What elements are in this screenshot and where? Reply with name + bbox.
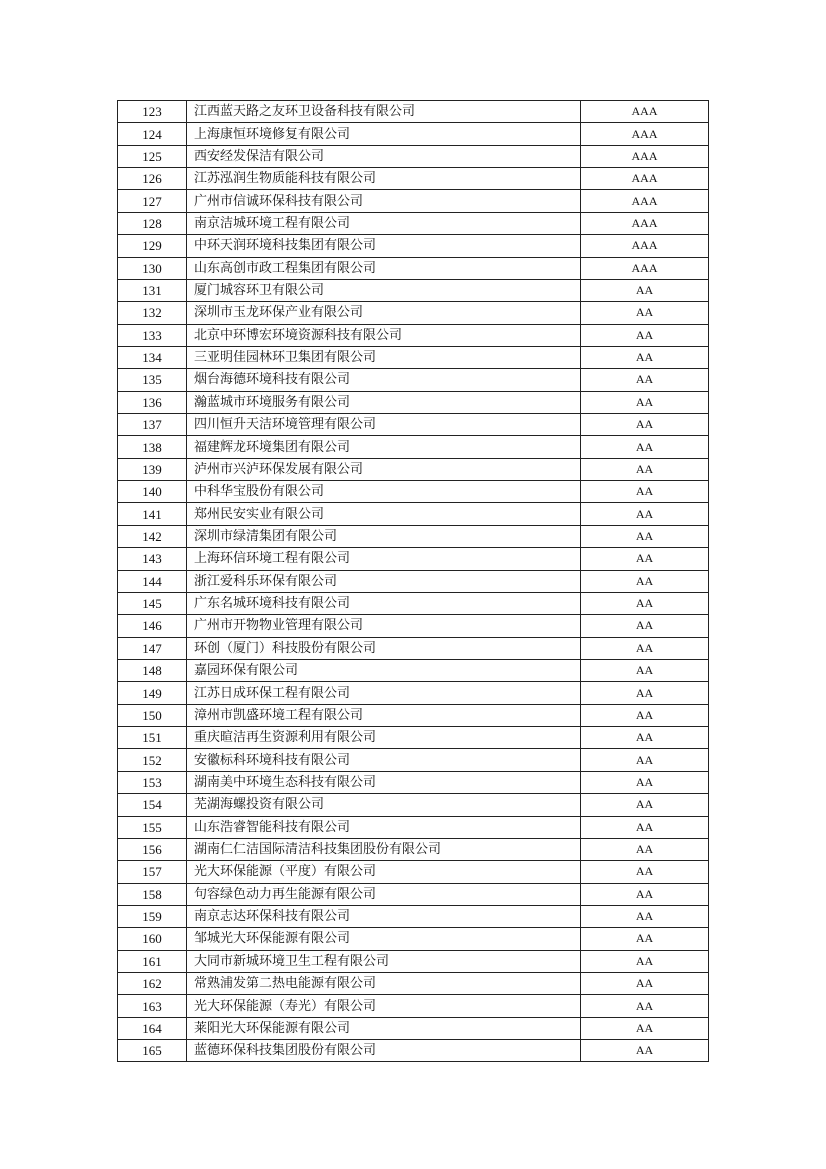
company-name: 光大环保能源（平度）有限公司 — [187, 861, 581, 883]
table-row — [118, 704, 709, 726]
company-name: 广东名城环境科技有限公司 — [187, 592, 581, 614]
company-name: 浙江爱科乐环保有限公司 — [187, 570, 581, 592]
row-number: 137 — [118, 414, 187, 436]
credit-rating: AA — [581, 794, 709, 816]
row-number: 158 — [118, 883, 187, 905]
table-row — [118, 838, 709, 860]
company-name: 烟台海德环境科技有限公司 — [187, 369, 581, 391]
credit-rating: AA — [581, 1040, 709, 1062]
row-number: 139 — [118, 458, 187, 480]
table-row — [118, 883, 709, 905]
table-row — [118, 794, 709, 816]
row-number: 150 — [118, 704, 187, 726]
company-name: 深圳市玉龙环保产业有限公司 — [187, 302, 581, 324]
row-number: 131 — [118, 279, 187, 301]
company-name: 山东高创市政工程集团有限公司 — [187, 257, 581, 279]
company-name: 环创（厦门）科技股份有限公司 — [187, 637, 581, 659]
row-number: 154 — [118, 794, 187, 816]
table-row — [118, 950, 709, 972]
credit-rating: AA — [581, 659, 709, 681]
table-row — [118, 525, 709, 547]
row-number: 156 — [118, 838, 187, 860]
table-row — [118, 190, 709, 212]
table-row — [118, 302, 709, 324]
credit-rating: AA — [581, 458, 709, 480]
credit-rating: AA — [581, 1017, 709, 1039]
company-name: 郑州民安实业有限公司 — [187, 503, 581, 525]
credit-rating: AA — [581, 995, 709, 1017]
credit-rating: AA — [581, 391, 709, 413]
company-name: 嘉园环保有限公司 — [187, 659, 581, 681]
row-number: 143 — [118, 548, 187, 570]
row-number: 149 — [118, 682, 187, 704]
row-number: 152 — [118, 749, 187, 771]
credit-rating: AAA — [581, 101, 709, 123]
table-row — [118, 391, 709, 413]
table-row — [118, 905, 709, 927]
table-row — [118, 101, 709, 123]
credit-rating: AAA — [581, 123, 709, 145]
company-name: 福建辉龙环境集团有限公司 — [187, 436, 581, 458]
company-name: 芜湖海螺投资有限公司 — [187, 794, 581, 816]
credit-rating: AA — [581, 771, 709, 793]
table-row — [118, 1017, 709, 1039]
table-row — [118, 749, 709, 771]
table-row — [118, 458, 709, 480]
company-name: 上海环信环境工程有限公司 — [187, 548, 581, 570]
credit-rating: AA — [581, 838, 709, 860]
row-number: 155 — [118, 816, 187, 838]
credit-rating: AA — [581, 570, 709, 592]
row-number: 164 — [118, 1017, 187, 1039]
credit-rating: AA — [581, 324, 709, 346]
credit-rating: AAA — [581, 235, 709, 257]
company-name: 泸州市兴泸环保发展有限公司 — [187, 458, 581, 480]
credit-rating: AAA — [581, 212, 709, 234]
row-number: 130 — [118, 257, 187, 279]
credit-rating: AA — [581, 481, 709, 503]
credit-rating: AA — [581, 503, 709, 525]
credit-rating: AA — [581, 749, 709, 771]
company-name: 厦门城容环卫有限公司 — [187, 279, 581, 301]
credit-rating: AA — [581, 369, 709, 391]
credit-rating: AA — [581, 950, 709, 972]
company-name: 安徽标科环境科技有限公司 — [187, 749, 581, 771]
row-number: 153 — [118, 771, 187, 793]
company-name: 南京洁城环境工程有限公司 — [187, 212, 581, 234]
row-number: 125 — [118, 145, 187, 167]
table-row — [118, 771, 709, 793]
row-number: 145 — [118, 592, 187, 614]
row-number: 128 — [118, 212, 187, 234]
company-name: 广州市开物物业管理有限公司 — [187, 615, 581, 637]
table-row — [118, 570, 709, 592]
row-number: 124 — [118, 123, 187, 145]
table-row — [118, 861, 709, 883]
table-row — [118, 436, 709, 458]
company-name: 湖南仁仁洁国际清洁科技集团股份有限公司 — [187, 838, 581, 860]
row-number: 126 — [118, 168, 187, 190]
row-number: 147 — [118, 637, 187, 659]
table-row — [118, 973, 709, 995]
credit-rating: AA — [581, 861, 709, 883]
credit-rating: AA — [581, 727, 709, 749]
row-number: 163 — [118, 995, 187, 1017]
company-name: 漳州市凯盛环境工程有限公司 — [187, 704, 581, 726]
table-row — [118, 481, 709, 503]
credit-rating: AAA — [581, 168, 709, 190]
credit-rating: AA — [581, 436, 709, 458]
company-name: 上海康恒环境修复有限公司 — [187, 123, 581, 145]
table-row — [118, 816, 709, 838]
row-number: 140 — [118, 481, 187, 503]
company-name: 江苏泓润生物质能科技有限公司 — [187, 168, 581, 190]
company-name: 光大环保能源（寿光）有限公司 — [187, 995, 581, 1017]
table-row — [118, 235, 709, 257]
credit-rating: AAA — [581, 190, 709, 212]
table-row — [118, 212, 709, 234]
company-name: 邹城光大环保能源有限公司 — [187, 928, 581, 950]
credit-rating: AA — [581, 592, 709, 614]
table-row — [118, 324, 709, 346]
credit-rating: AA — [581, 414, 709, 436]
row-number: 146 — [118, 615, 187, 637]
credit-rating: AAA — [581, 257, 709, 279]
company-name: 瀚蓝城市环境服务有限公司 — [187, 391, 581, 413]
row-number: 127 — [118, 190, 187, 212]
credit-rating: AA — [581, 973, 709, 995]
row-number: 161 — [118, 950, 187, 972]
company-name: 大同市新城环境卫生工程有限公司 — [187, 950, 581, 972]
company-name: 湖南美中环境生态科技有限公司 — [187, 771, 581, 793]
credit-rating: AA — [581, 816, 709, 838]
credit-rating: AA — [581, 704, 709, 726]
credit-rating: AA — [581, 615, 709, 637]
table-row — [118, 659, 709, 681]
company-name: 中科华宝股份有限公司 — [187, 481, 581, 503]
table-row — [118, 727, 709, 749]
row-number: 144 — [118, 570, 187, 592]
row-number: 123 — [118, 101, 187, 123]
table-row — [118, 414, 709, 436]
table-row — [118, 123, 709, 145]
row-number: 138 — [118, 436, 187, 458]
company-name: 山东浩睿智能科技有限公司 — [187, 816, 581, 838]
row-number: 157 — [118, 861, 187, 883]
credit-rating: AA — [581, 346, 709, 368]
row-number: 132 — [118, 302, 187, 324]
row-number: 134 — [118, 346, 187, 368]
table-body — [118, 101, 709, 1062]
company-name: 南京志达环保科技有限公司 — [187, 905, 581, 927]
table-row — [118, 503, 709, 525]
table-row — [118, 592, 709, 614]
company-name: 西安经发保洁有限公司 — [187, 145, 581, 167]
credit-rating: AA — [581, 525, 709, 547]
table-row — [118, 637, 709, 659]
row-number: 136 — [118, 391, 187, 413]
table-row — [118, 257, 709, 279]
company-name: 句容绿色动力再生能源有限公司 — [187, 883, 581, 905]
credit-rating: AA — [581, 548, 709, 570]
row-number: 165 — [118, 1040, 187, 1062]
row-number: 151 — [118, 727, 187, 749]
credit-rating: AA — [581, 279, 709, 301]
company-name: 北京中环博宏环境资源科技有限公司 — [187, 324, 581, 346]
company-name: 常熟浦发第二热电能源有限公司 — [187, 973, 581, 995]
table-row — [118, 682, 709, 704]
company-name: 江西蓝天路之友环卫设备科技有限公司 — [187, 101, 581, 123]
row-number: 148 — [118, 659, 187, 681]
row-number: 141 — [118, 503, 187, 525]
row-number: 133 — [118, 324, 187, 346]
credit-rating: AA — [581, 928, 709, 950]
row-number: 162 — [118, 973, 187, 995]
table-row — [118, 168, 709, 190]
table-row — [118, 369, 709, 391]
credit-rating: AA — [581, 682, 709, 704]
company-name: 重庆暄洁再生资源利用有限公司 — [187, 727, 581, 749]
credit-rating: AA — [581, 637, 709, 659]
company-name: 深圳市绿清集团有限公司 — [187, 525, 581, 547]
table-row — [118, 928, 709, 950]
table-row — [118, 995, 709, 1017]
company-name: 中环天润环境科技集团有限公司 — [187, 235, 581, 257]
company-name: 蓝德环保科技集团股份有限公司 — [187, 1040, 581, 1062]
table-row — [118, 279, 709, 301]
company-name: 三亚明佳园林环卫集团有限公司 — [187, 346, 581, 368]
company-name: 四川恒升天洁环境管理有限公司 — [187, 414, 581, 436]
row-number: 159 — [118, 905, 187, 927]
row-number: 160 — [118, 928, 187, 950]
company-name: 广州市信诚环保科技有限公司 — [187, 190, 581, 212]
table-row — [118, 615, 709, 637]
company-name: 莱阳光大环保能源有限公司 — [187, 1017, 581, 1039]
row-number: 135 — [118, 369, 187, 391]
table-row — [118, 145, 709, 167]
table-row — [118, 1040, 709, 1062]
company-name: 江苏日成环保工程有限公司 — [187, 682, 581, 704]
row-number: 129 — [118, 235, 187, 257]
credit-rating: AA — [581, 905, 709, 927]
credit-rating: AA — [581, 302, 709, 324]
credit-rating: AAA — [581, 145, 709, 167]
table-row — [118, 548, 709, 570]
row-number: 142 — [118, 525, 187, 547]
table-row — [118, 346, 709, 368]
company-rating-table — [117, 100, 709, 1062]
credit-rating: AA — [581, 883, 709, 905]
